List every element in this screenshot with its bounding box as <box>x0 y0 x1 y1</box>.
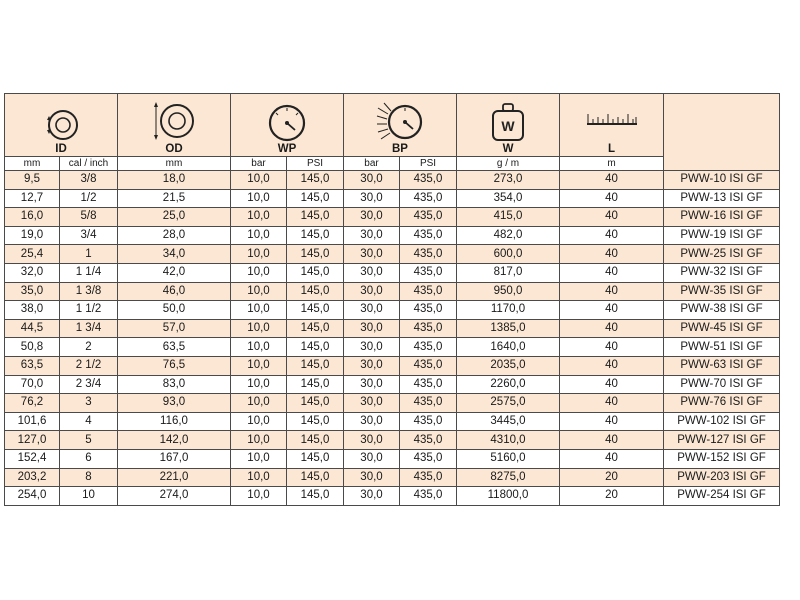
table-row <box>5 394 780 413</box>
cell-product-code <box>664 412 780 431</box>
header-length <box>560 94 664 157</box>
cell-length: 40 <box>560 338 664 357</box>
cell-id-inch: 3/8 <box>60 171 118 190</box>
cell-bp-psi: 435,0 <box>400 319 457 338</box>
product-code-text: PWW-10 ISI GF <box>680 173 763 186</box>
cell-id-inch: 1 1/4 <box>60 263 118 282</box>
product-code-text: PWW-152 ISI GF <box>677 452 766 465</box>
cell-id-mm: 76,2 <box>5 394 60 413</box>
cell-id-inch: 6 <box>60 449 118 468</box>
product-code-text: PWW-127 ISI GF <box>677 433 766 446</box>
cell-id-mm: 38,0 <box>5 301 60 320</box>
cell-id-mm: 19,0 <box>5 226 60 245</box>
cell-id-mm: 16,0 <box>5 208 60 227</box>
product-code-text: PWW-45 ISI GF <box>680 322 763 335</box>
product-code-text: PWW-35 ISI GF <box>680 284 763 297</box>
weight-icon-letter: W <box>501 118 515 134</box>
cell-id-inch: 1 3/8 <box>60 282 118 301</box>
cell-od-mm: 274,0 <box>118 487 231 506</box>
cell-product-code <box>664 394 780 413</box>
cell-bp-bar: 30,0 <box>344 375 400 394</box>
cell-bp-bar: 30,0 <box>344 189 400 208</box>
cell-wp-bar: 10,0 <box>231 226 287 245</box>
cell-length: 40 <box>560 394 664 413</box>
table-row <box>5 375 780 394</box>
cell-id-inch: 8 <box>60 468 118 487</box>
cell-length: 40 <box>560 356 664 375</box>
table-row <box>5 338 780 357</box>
cell-id-inch: 1 1/2 <box>60 301 118 320</box>
header-label-l: L <box>607 143 616 155</box>
cell-wp-bar: 10,0 <box>231 282 287 301</box>
cell-wp-psi: 145,0 <box>287 431 344 450</box>
table-row <box>5 171 780 190</box>
cell-id-inch: 2 <box>60 338 118 357</box>
cell-bp-bar: 30,0 <box>344 431 400 450</box>
cell-wp-psi: 145,0 <box>287 412 344 431</box>
cell-od-mm: 83,0 <box>118 375 231 394</box>
cell-wp-psi: 145,0 <box>287 226 344 245</box>
cell-id-inch: 10 <box>60 487 118 506</box>
cell-weight: 600,0 <box>457 245 560 264</box>
cell-weight: 3445,0 <box>457 412 560 431</box>
cell-bp-psi: 435,0 <box>400 171 457 190</box>
table-row <box>5 412 780 431</box>
cell-product-code <box>664 226 780 245</box>
cell-length: 40 <box>560 412 664 431</box>
unit-cell: g / m <box>457 157 560 171</box>
cell-weight: 950,0 <box>457 282 560 301</box>
cell-wp-psi: 145,0 <box>287 375 344 394</box>
cell-wp-psi: 145,0 <box>287 282 344 301</box>
cell-wp-bar: 10,0 <box>231 263 287 282</box>
cell-bp-psi: 435,0 <box>400 226 457 245</box>
cell-wp-bar: 10,0 <box>231 171 287 190</box>
unit-cell: mm <box>5 157 60 171</box>
cell-product-code <box>664 171 780 190</box>
cell-length: 40 <box>560 226 664 245</box>
cell-length: 40 <box>560 189 664 208</box>
table-row <box>5 449 780 468</box>
header-label-w: W <box>502 143 514 155</box>
cell-id-mm: 254,0 <box>5 487 60 506</box>
cell-length: 20 <box>560 487 664 506</box>
cell-od-mm: 116,0 <box>118 412 231 431</box>
cell-bp-psi: 435,0 <box>400 431 457 450</box>
cell-bp-psi: 435,0 <box>400 356 457 375</box>
product-code-text: PWW-76 ISI GF <box>680 396 763 409</box>
cell-wp-bar: 10,0 <box>231 189 287 208</box>
cell-weight: 273,0 <box>457 171 560 190</box>
cell-product-code <box>664 208 780 227</box>
table-row <box>5 356 780 375</box>
cell-id-mm: 25,4 <box>5 245 60 264</box>
cell-bp-bar: 30,0 <box>344 245 400 264</box>
header-wp <box>231 94 344 157</box>
cell-od-mm: 21,5 <box>118 189 231 208</box>
cell-length: 40 <box>560 282 664 301</box>
cell-bp-psi: 435,0 <box>400 245 457 264</box>
cell-product-code <box>664 189 780 208</box>
cell-wp-psi: 145,0 <box>287 319 344 338</box>
cell-wp-bar: 10,0 <box>231 375 287 394</box>
cell-bp-psi: 435,0 <box>400 263 457 282</box>
unit-cell: PSI <box>287 157 344 171</box>
unit-cell: m <box>560 157 664 171</box>
icon-header-row <box>5 94 780 157</box>
cell-wp-bar: 10,0 <box>231 412 287 431</box>
table-row <box>5 301 780 320</box>
cell-od-mm: 25,0 <box>118 208 231 227</box>
table-row <box>5 282 780 301</box>
table-row <box>5 319 780 338</box>
cell-bp-bar: 30,0 <box>344 282 400 301</box>
cell-od-mm: 46,0 <box>118 282 231 301</box>
cell-weight: 4310,0 <box>457 431 560 450</box>
cell-wp-bar: 10,0 <box>231 394 287 413</box>
cell-id-mm: 50,8 <box>5 338 60 357</box>
table-row <box>5 487 780 506</box>
unit-cell: bar <box>344 157 400 171</box>
table-row <box>5 431 780 450</box>
product-code-text: PWW-38 ISI GF <box>680 303 763 316</box>
cell-weight: 2575,0 <box>457 394 560 413</box>
cell-id-inch: 5/8 <box>60 208 118 227</box>
table-row <box>5 468 780 487</box>
unit-cell: cal / inch <box>60 157 118 171</box>
cell-wp-bar: 10,0 <box>231 449 287 468</box>
cell-bp-bar: 30,0 <box>344 319 400 338</box>
cell-bp-psi: 435,0 <box>400 487 457 506</box>
cell-weight: 1640,0 <box>457 338 560 357</box>
cell-id-mm: 152,4 <box>5 449 60 468</box>
cell-id-mm: 35,0 <box>5 282 60 301</box>
table-row <box>5 208 780 227</box>
unit-row <box>5 157 780 171</box>
table-row <box>5 226 780 245</box>
cell-id-mm: 101,6 <box>5 412 60 431</box>
cell-od-mm: 76,5 <box>118 356 231 375</box>
cell-weight: 1385,0 <box>457 319 560 338</box>
product-code-text: PWW-63 ISI GF <box>680 359 763 372</box>
cell-wp-bar: 10,0 <box>231 338 287 357</box>
inner-diameter-icon <box>41 108 81 142</box>
cell-weight: 354,0 <box>457 189 560 208</box>
cell-od-mm: 34,0 <box>118 245 231 264</box>
hose-spec-table <box>4 93 780 506</box>
cell-length: 40 <box>560 171 664 190</box>
table-row <box>5 245 780 264</box>
header-code-blank <box>664 94 780 171</box>
header-od <box>118 94 231 157</box>
cell-id-mm: 44,5 <box>5 319 60 338</box>
cell-wp-psi: 145,0 <box>287 301 344 320</box>
cell-od-mm: 42,0 <box>118 263 231 282</box>
product-code-text: PWW-13 ISI GF <box>680 191 763 204</box>
cell-bp-bar: 30,0 <box>344 487 400 506</box>
cell-od-mm: 167,0 <box>118 449 231 468</box>
outer-diameter-icon <box>152 100 196 142</box>
table-row <box>5 189 780 208</box>
cell-bp-psi: 435,0 <box>400 468 457 487</box>
cell-id-inch: 2 1/2 <box>60 356 118 375</box>
cell-bp-bar: 30,0 <box>344 468 400 487</box>
cell-bp-psi: 435,0 <box>400 375 457 394</box>
cell-product-code <box>664 431 780 450</box>
header-id <box>5 94 118 157</box>
cell-bp-bar: 30,0 <box>344 338 400 357</box>
cell-id-inch: 1 3/4 <box>60 319 118 338</box>
cell-od-mm: 221,0 <box>118 468 231 487</box>
cell-length: 40 <box>560 263 664 282</box>
cell-id-inch: 1 <box>60 245 118 264</box>
cell-od-mm: 93,0 <box>118 394 231 413</box>
cell-wp-bar: 10,0 <box>231 356 287 375</box>
cell-id-inch: 3/4 <box>60 226 118 245</box>
product-code-text: PWW-19 ISI GF <box>680 229 763 242</box>
cell-bp-bar: 30,0 <box>344 449 400 468</box>
cell-wp-bar: 10,0 <box>231 319 287 338</box>
product-code-text: PWW-25 ISI GF <box>680 247 763 260</box>
cell-od-mm: 57,0 <box>118 319 231 338</box>
cell-length: 20 <box>560 468 664 487</box>
cell-bp-bar: 30,0 <box>344 208 400 227</box>
cell-id-mm: 12,7 <box>5 189 60 208</box>
cell-length: 40 <box>560 319 664 338</box>
product-code-text: PWW-16 ISI GF <box>680 210 763 223</box>
cell-bp-bar: 30,0 <box>344 301 400 320</box>
ruler-icon <box>586 106 638 128</box>
cell-length: 40 <box>560 449 664 468</box>
cell-product-code <box>664 245 780 264</box>
cell-wp-psi: 145,0 <box>287 468 344 487</box>
cell-wp-psi: 145,0 <box>287 394 344 413</box>
cell-weight: 8275,0 <box>457 468 560 487</box>
cell-weight: 5160,0 <box>457 449 560 468</box>
product-code-text: PWW-51 ISI GF <box>680 340 763 353</box>
cell-length: 40 <box>560 301 664 320</box>
header-weight <box>457 94 560 157</box>
product-code-text: PWW-70 ISI GF <box>680 377 763 390</box>
cell-id-mm: 32,0 <box>5 263 60 282</box>
cell-wp-bar: 10,0 <box>231 431 287 450</box>
product-code-text: PWW-102 ISI GF <box>677 415 766 428</box>
cell-wp-psi: 145,0 <box>287 356 344 375</box>
cell-bp-psi: 435,0 <box>400 412 457 431</box>
cell-bp-bar: 30,0 <box>344 226 400 245</box>
cell-id-inch: 1/2 <box>60 189 118 208</box>
unit-cell: mm <box>118 157 231 171</box>
cell-od-mm: 28,0 <box>118 226 231 245</box>
table-row <box>5 263 780 282</box>
cell-product-code <box>664 282 780 301</box>
product-code-text: PWW-32 ISI GF <box>680 266 763 279</box>
cell-length: 40 <box>560 245 664 264</box>
cell-wp-psi: 145,0 <box>287 171 344 190</box>
cell-product-code <box>664 468 780 487</box>
cell-weight: 415,0 <box>457 208 560 227</box>
cell-id-inch: 4 <box>60 412 118 431</box>
cell-weight: 1170,0 <box>457 301 560 320</box>
cell-id-mm: 127,0 <box>5 431 60 450</box>
cell-wp-psi: 145,0 <box>287 487 344 506</box>
cell-wp-bar: 10,0 <box>231 301 287 320</box>
header-bp <box>344 94 457 157</box>
cell-od-mm: 50,0 <box>118 301 231 320</box>
cell-product-code <box>664 487 780 506</box>
spec-table-body <box>5 171 780 506</box>
cell-product-code <box>664 301 780 320</box>
cell-weight: 482,0 <box>457 226 560 245</box>
header-label-od: OD <box>165 143 183 155</box>
burst-gauge-icon <box>376 102 424 142</box>
cell-id-inch: 5 <box>60 431 118 450</box>
cell-id-mm: 9,5 <box>5 171 60 190</box>
cell-wp-psi: 145,0 <box>287 263 344 282</box>
cell-id-inch: 2 3/4 <box>60 375 118 394</box>
cell-wp-bar: 10,0 <box>231 487 287 506</box>
cell-od-mm: 63,5 <box>118 338 231 357</box>
cell-length: 40 <box>560 431 664 450</box>
cell-bp-psi: 435,0 <box>400 394 457 413</box>
cell-bp-psi: 435,0 <box>400 301 457 320</box>
cell-wp-bar: 10,0 <box>231 208 287 227</box>
cell-wp-psi: 145,0 <box>287 449 344 468</box>
cell-weight: 2035,0 <box>457 356 560 375</box>
cell-weight: 2260,0 <box>457 375 560 394</box>
header-label-wp: WP <box>277 143 297 155</box>
product-code-text: PWW-203 ISI GF <box>677 470 766 483</box>
cell-bp-bar: 30,0 <box>344 356 400 375</box>
unit-cell: bar <box>231 157 287 171</box>
header-label-bp: BP <box>392 143 408 155</box>
cell-product-code <box>664 338 780 357</box>
cell-od-mm: 142,0 <box>118 431 231 450</box>
cell-product-code <box>664 375 780 394</box>
cell-wp-psi: 145,0 <box>287 245 344 264</box>
cell-bp-psi: 435,0 <box>400 449 457 468</box>
unit-cell: PSI <box>400 157 457 171</box>
cell-id-inch: 3 <box>60 394 118 413</box>
cell-product-code <box>664 356 780 375</box>
cell-bp-bar: 30,0 <box>344 171 400 190</box>
cell-bp-bar: 30,0 <box>344 412 400 431</box>
cell-weight: 11800,0 <box>457 487 560 506</box>
cell-bp-bar: 30,0 <box>344 394 400 413</box>
cell-bp-psi: 435,0 <box>400 338 457 357</box>
cell-product-code <box>664 319 780 338</box>
cell-product-code <box>664 263 780 282</box>
cell-od-mm: 18,0 <box>118 171 231 190</box>
cell-length: 40 <box>560 208 664 227</box>
cell-wp-psi: 145,0 <box>287 189 344 208</box>
cell-bp-psi: 435,0 <box>400 189 457 208</box>
cell-wp-psi: 145,0 <box>287 208 344 227</box>
cell-weight: 817,0 <box>457 263 560 282</box>
cell-wp-bar: 10,0 <box>231 245 287 264</box>
cell-bp-bar: 30,0 <box>344 263 400 282</box>
header-label-id: ID <box>55 143 67 155</box>
cell-wp-bar: 10,0 <box>231 468 287 487</box>
pressure-gauge-icon <box>268 104 306 142</box>
product-code-text: PWW-254 ISI GF <box>677 489 766 502</box>
cell-id-mm: 70,0 <box>5 375 60 394</box>
cell-bp-psi: 435,0 <box>400 282 457 301</box>
cell-id-mm: 63,5 <box>5 356 60 375</box>
cell-bp-psi: 435,0 <box>400 208 457 227</box>
cell-product-code <box>664 449 780 468</box>
cell-id-mm: 203,2 <box>5 468 60 487</box>
weight-icon <box>490 102 526 142</box>
cell-length: 40 <box>560 375 664 394</box>
cell-wp-psi: 145,0 <box>287 338 344 357</box>
